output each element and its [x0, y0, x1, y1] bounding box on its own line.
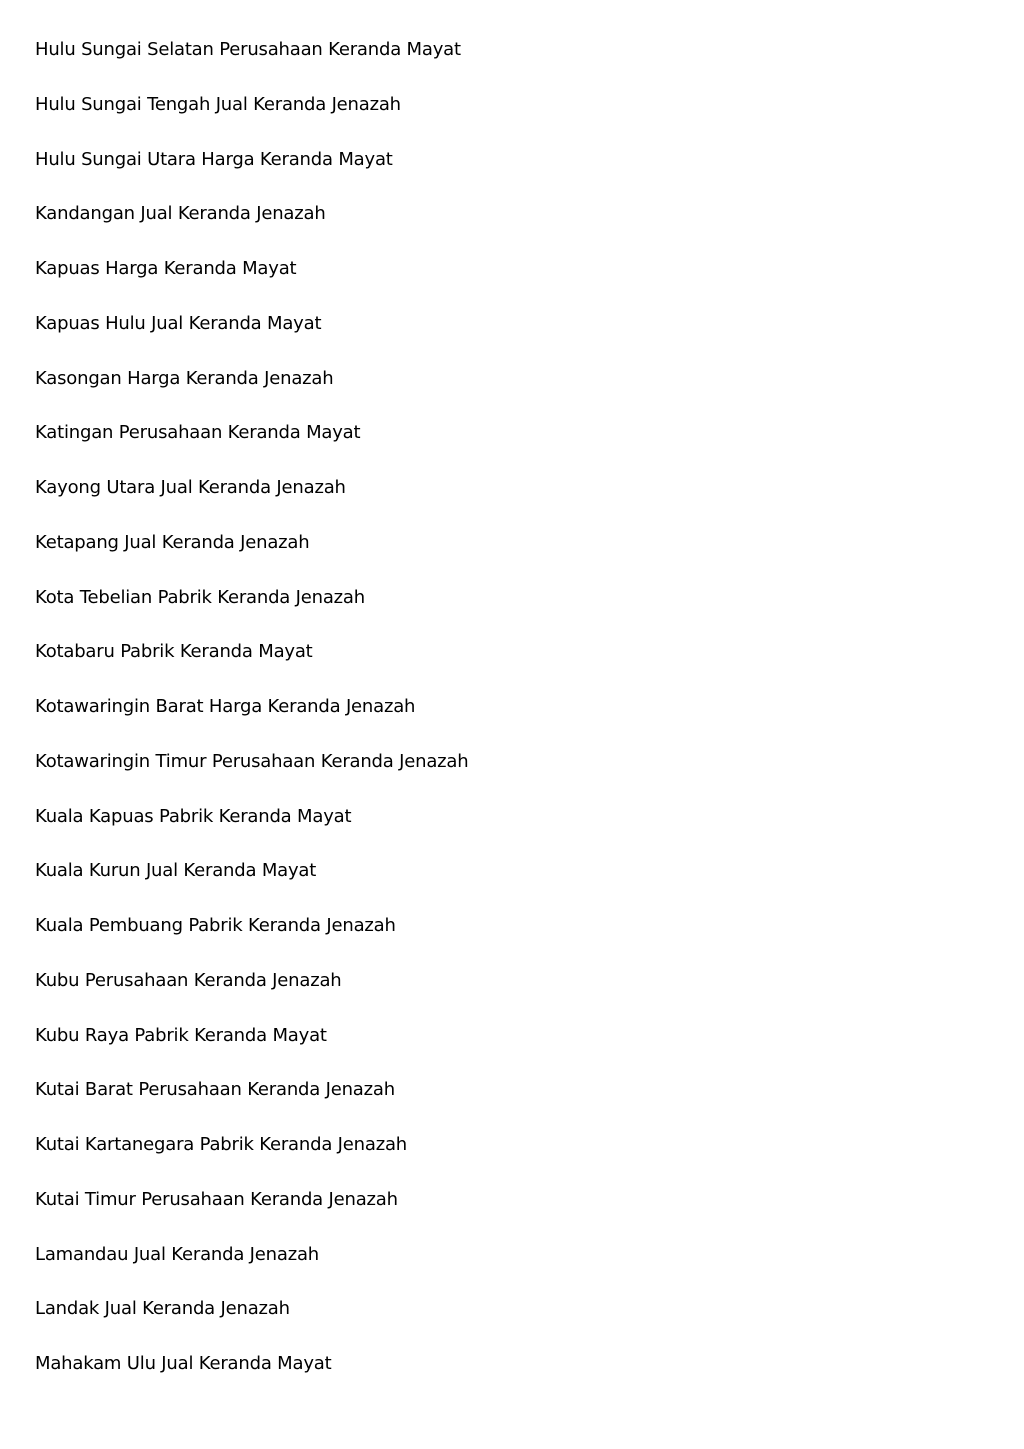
list-item: Hulu Sungai Selatan Perusahaan Keranda Mayat [35, 39, 461, 60]
list-item: Kotawaringin Barat Harga Keranda Jenazah [35, 696, 416, 717]
list-item: Kuala Kapuas Pabrik Keranda Mayat [35, 805, 352, 827]
list-item: Ketapang Jual Keranda Jenazah [35, 531, 310, 553]
list-item: Hulu Sungai Utara Harga Keranda Mayat [35, 148, 393, 170]
list-item: Kota Tebelian Pabrik Keranda Jenazah [35, 586, 365, 608]
list-item: Kuala Pembuang Pabrik Keranda Jenazah [35, 915, 396, 936]
list-item: Kasongan Harga Keranda Jenazah [35, 367, 334, 389]
list-item: Landak Jual Keranda Jenazah [35, 1298, 290, 1320]
list-item: Mahakam Ulu Jual Keranda Mayat [35, 1353, 332, 1374]
list-item: Kayong Utara Jual Keranda Jenazah [35, 477, 346, 498]
list-item: Hulu Sungai Tengah Jual Keranda Jenazah [35, 93, 401, 115]
list-item: Kutai Barat Perusahaan Keranda Jenazah [35, 1079, 395, 1101]
list-item: Katingan Perusahaan Keranda Mayat [35, 422, 361, 444]
list-item: Kubu Perusahaan Keranda Jenazah [35, 969, 342, 991]
list-item: Kandangan Jual Keranda Jenazah [35, 203, 326, 225]
list-item: Kutai Timur Perusahaan Keranda Jenazah [35, 1188, 398, 1210]
list-item: Lamandau Jual Keranda Jenazah [35, 1243, 319, 1265]
list-item: Kuala Kurun Jual Keranda Mayat [35, 860, 317, 882]
list-item: Kotawaringin Timur Perusahaan Keranda Jenazah [35, 750, 469, 772]
list-item: Kapuas Harga Keranda Mayat [35, 258, 297, 279]
list-item: Kutai Kartanegara Pabrik Keranda Jenazah [35, 1134, 407, 1155]
text-list [35, 37, 468, 1406]
list-item: Kapuas Hulu Jual Keranda Mayat [35, 312, 322, 334]
list-item: Kubu Raya Pabrik Keranda Mayat [35, 1024, 327, 1046]
list-item: Kotabaru Pabrik Keranda Mayat [35, 641, 313, 663]
